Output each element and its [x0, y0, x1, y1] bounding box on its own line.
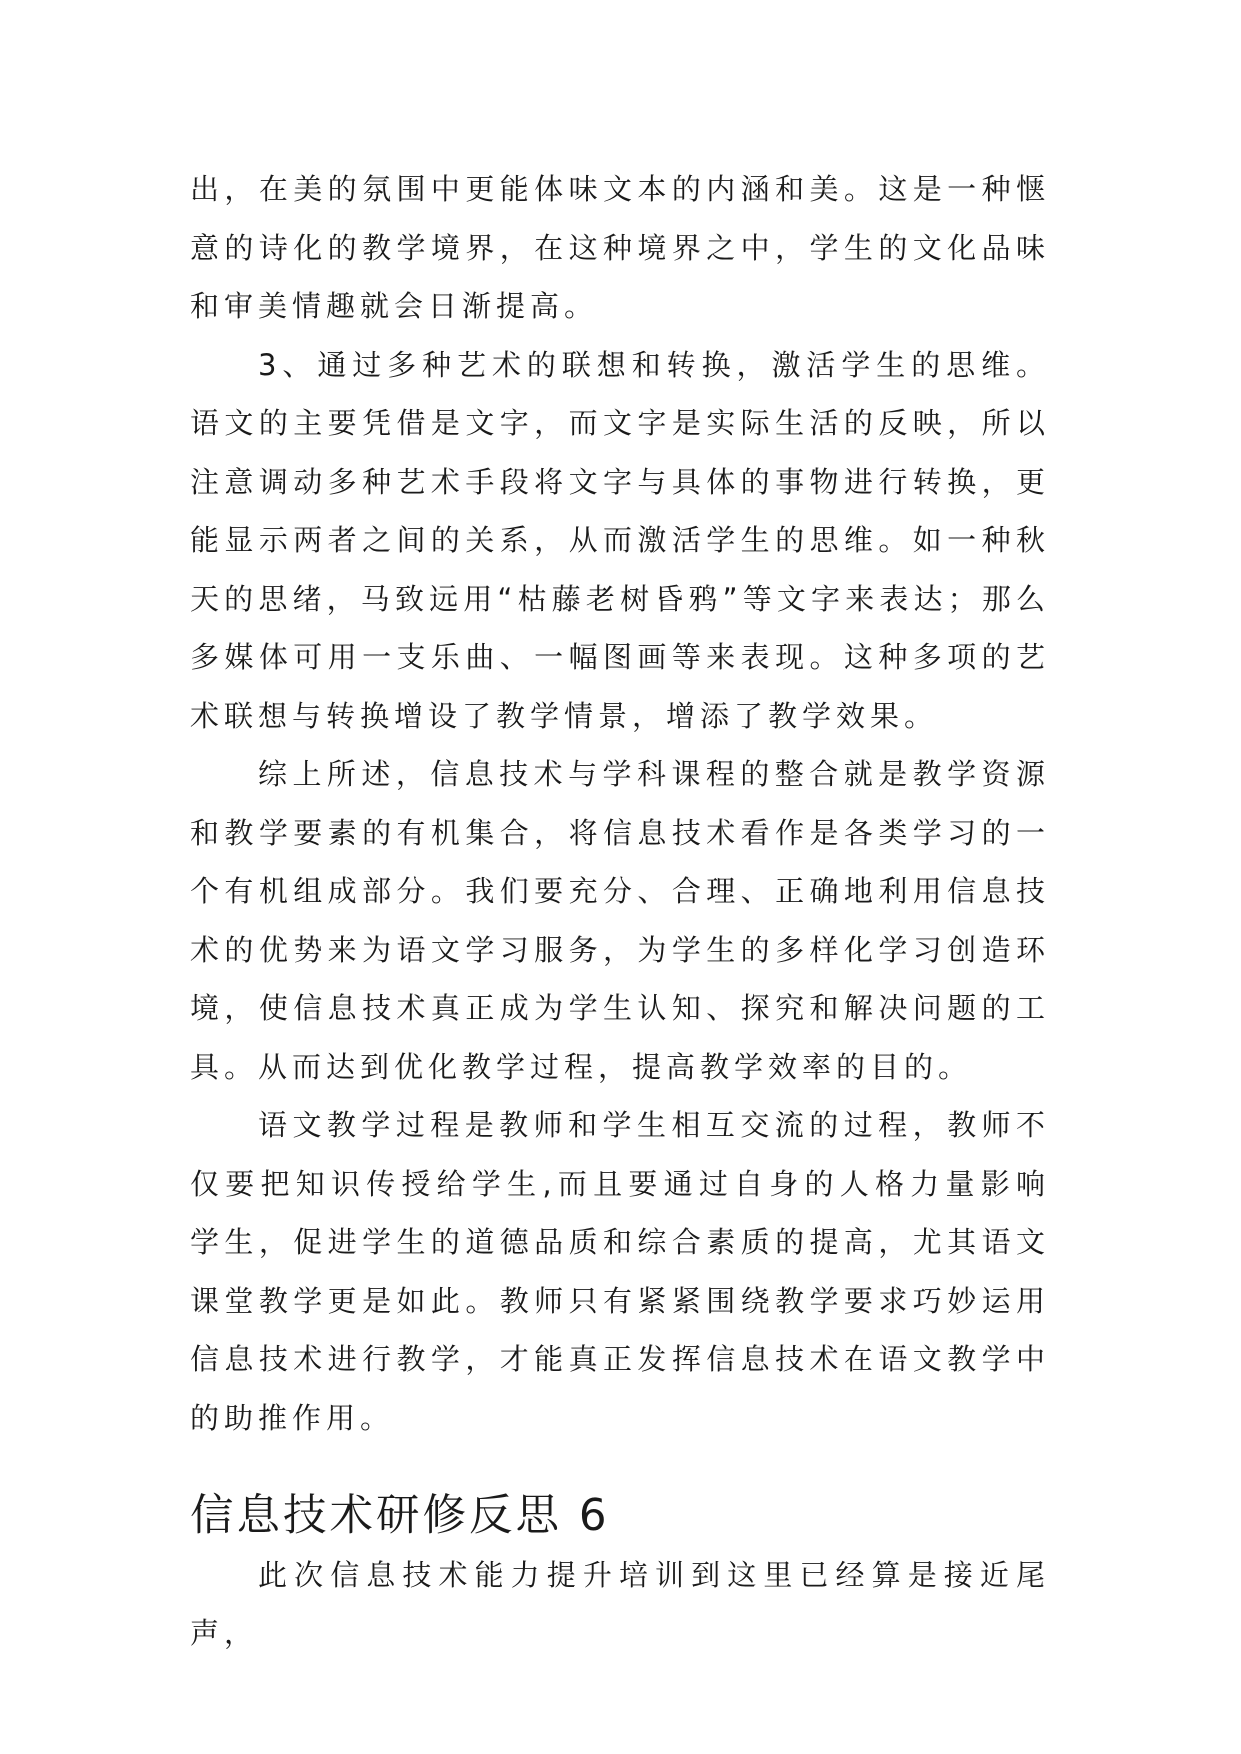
paragraph-summary: 综上所述，信息技术与学科课程的整合就是教学资源和教学要素的有机集合，将信息技术看作是各类学习的一个有机组成部分。我们要充分、合理、正确地利用信息技术的优势来为语文学习服务，为学生的多样化学习创造环境，使信息技术真正成为学生认知、探究和解决问题的工具。从而达到优化教学过程，提高教学效率的目的。: [190, 757, 1050, 1084]
document-body: [190, 160, 1050, 1663]
paragraph-continuation: 出，在美的氛围中更能体味文本的内涵和美。这是一种惬意的诗化的教学境界，在这种境界之中，学生的文化品味和审美情趣就会日渐提高。: [190, 172, 1050, 323]
paragraph-section-intro: 此次信息技术能力提升培训到这里已经算是接近尾声，: [190, 1557, 1050, 1650]
paragraph-teaching-process: 语文教学过程是教师和学生相互交流的过程，教师不仅要把知识传授给学生,而且要通过自身的人格力量影响学生，促进学生的道德品质和综合素质的提高，尤其语文课堂教学更是如此。教师只有紧紧围绕教学要求巧妙运用信息技术进行教学，才能真正发挥信息技术在语文教学中的助推作用。: [190, 1108, 1050, 1435]
section-heading: 信息技术研修反思 6: [190, 1491, 610, 1541]
paragraph-art-association: 3、通过多种艺术的联想和转换，激活学生的思维。语文的主要凭借是文字，而文字是实际生活的反映，所以注意调动多种艺术手段将文字与具体的事物进行转换，更能显示两者之间的关系，从而激活学生的思维。如一种秋天的思绪，马致远用“枯藤老树昏鸦”等文字来表达；那么多媒体可用一支乐曲、一幅图画等来表现。这种多项的艺术联想与转换增设了教学情景，增添了教学效果。: [190, 347, 1050, 733]
